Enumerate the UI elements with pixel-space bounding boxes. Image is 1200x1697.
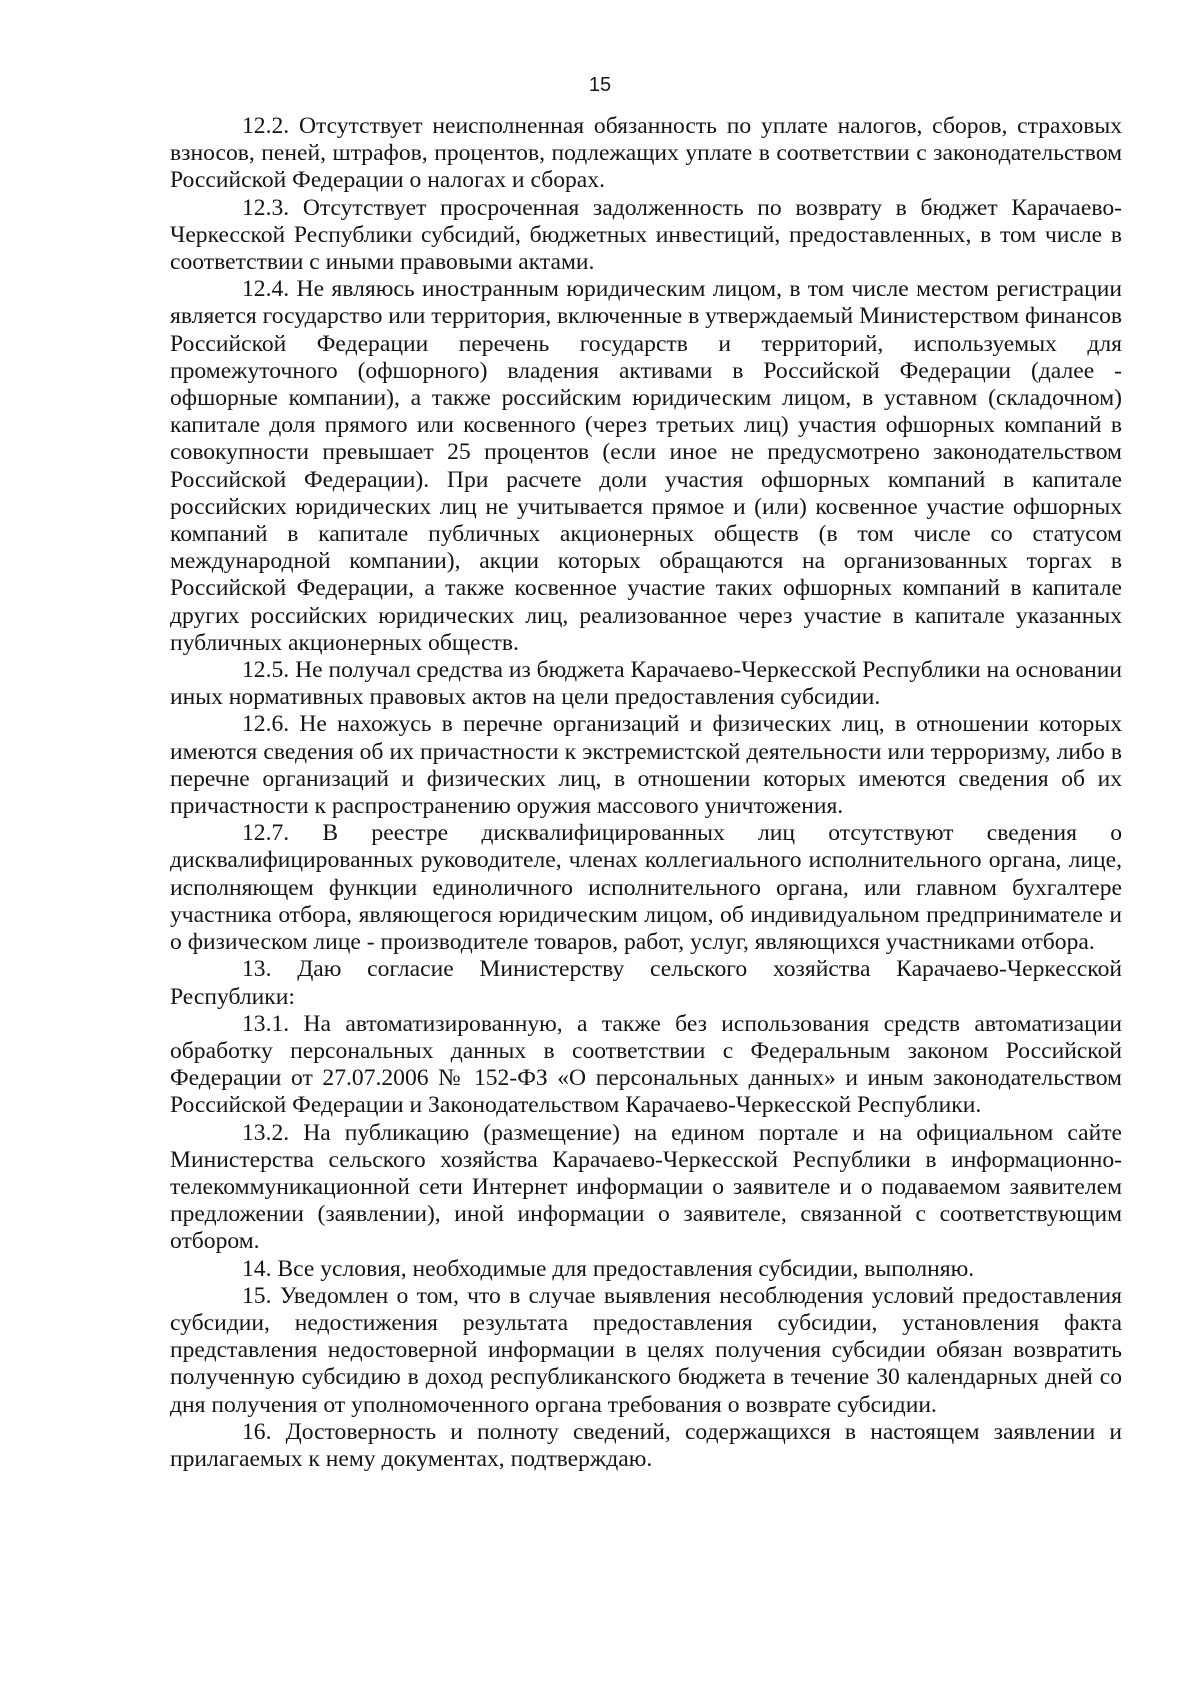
paragraph-12-4: 12.4. Не являюсь иностранным юридическим лицом, в том числе местом регистрации является государство или территория, включенные в утверждаемый Министерством финансов Российской Федерации перечень государств и территорий, используемых для промежуточного (офшорного) владения активами в Российской Федерации (далее - офшорные компании), а также российским юридическим лицом, в уставном (складочном) капитале доля прямого или косвенного (через третьих лиц) участия офшорных компаний в совокупности превышает 25 процентов (если иное не предусмотрено законодательством Российской Федерации). При расчете доли участия офшорных компаний в капитале российских юридических лиц не учитывается прямое и (или) косвенное участие офшорных компаний в капитале публичных акционерных обществ (в том числе со статусом международной компании), акции которых обращаются на организованных торгах в Российской Федерации, а также косвенное участие таких офшорных компаний в капитале других российских юридических лиц, реализованное через участие в капитале указанных публичных акционерных обществ.	[170, 276, 1122, 656]
paragraph-13-1: 13.1. На автоматизированную, а также без использования средств автоматизации обработку персональных данных в соответствии с Федеральным законом Российской Федерации от 27.07.2006 № 152-ФЗ «О персональных данных» и иным законодательством Российской Федерации и Законодательством Карачаево-Черкесской Республики.	[170, 1010, 1122, 1119]
paragraph-12-5: 12.5. Не получал средства из бюджета Карачаево-Черкесской Республики на основании иных нормативных правовых актов на цели предоставления субсидии.	[170, 657, 1122, 711]
paragraph-14: 14. Все условия, необходимые для предоставления субсидии, выполняю.	[242, 1255, 975, 1282]
document-body	[170, 113, 1122, 1473]
paragraph-12-6: 12.6. Не нахожусь в перечне организаций и физических лиц, в отношении которых имеются сведения об их причастности к экстремистской деятельности или терроризму, либо в перечне организаций и физических лиц, в отношении которых имеются сведения об их причастности к распространению оружия массового уничтожения.	[170, 711, 1122, 820]
paragraph-16: 16. Достоверность и полноту сведений, содержащихся в настоящем заявлении и прилагаемых к нему документах, подтверждаю.	[170, 1418, 1122, 1472]
paragraph-12-3: 12.3. Отсутствует просроченная задолженность по возврату в бюджет Карачаево-Черкесской Республики субсидий, бюджетных инвестиций, предоставленных, в том числе в соответствии с иными правовыми актами.	[170, 194, 1122, 276]
paragraph-12-7: 12.7. В реестре дисквалифицированных лиц отсутствуют сведения о дисквалифицированных руководителе, членах коллегиального исполнительного органа, лице, исполняющем функции единоличного исполнительного органа, или главном бухгалтере участника отбора, являющегося юридическим лицом, об индивидуальном предпринимателе и о физическом лице - производителе товаров, работ, услуг, являющихся участниками отбора.	[170, 820, 1122, 956]
page-number: 15	[588, 74, 612, 96]
paragraph-12-2: 12.2. Отсутствует неисполненная обязанность по уплате налогов, сборов, страховых взносов, пеней, штрафов, процентов, подлежащих уплате в соответствии с законодательством Российской Федерации о налогах и сборах.	[170, 113, 1122, 194]
paragraph-15: 15. Уведомлен о том, что в случае выявления несоблюдения условий предоставления субсидии, недостижения результата предоставления субсидии, установления факта представления недостоверной информации в целях получения субсидии обязан возвратить полученную субсидию в доход республиканского бюджета в течение 30 календарных дней со дня получения от уполномоченного органа требования о возврате субсидии.	[170, 1282, 1122, 1418]
paragraph-13-2: 13.2. На публикацию (размещение) на едином портале и на официальном сайте Министерства сельского хозяйства Карачаево-Черкесской Республики в информационно-телекоммуникационной сети Интернет информации о заявителе и о подаваемом заявителем предложении (заявлении), иной информации о заявителе, связанной с соответствующим отбором.	[170, 1119, 1122, 1255]
paragraph-13: 13. Даю согласие Министерству сельского хозяйства Карачаево-Черкесской Республики:	[170, 956, 1122, 1010]
